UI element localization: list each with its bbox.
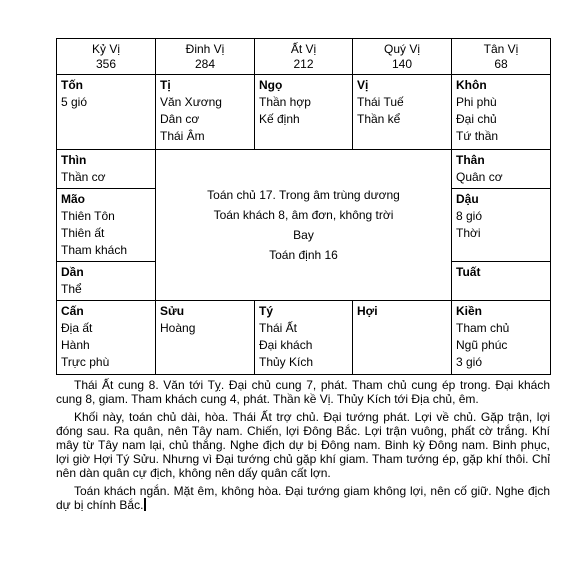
header-number: 212 <box>293 56 314 71</box>
palace-line: Thể <box>61 282 82 296</box>
header-name: Tân Vị <box>483 41 519 56</box>
palace-name: Dậu <box>456 192 479 206</box>
header-name: Kỷ Vị <box>91 41 120 56</box>
top-row <box>57 75 551 150</box>
header-number: 140 <box>391 56 413 71</box>
header-name: Đinh Vị <box>185 41 225 56</box>
palace-line: Ngũ phúc <box>456 338 508 352</box>
palace-can <box>57 301 156 375</box>
center-line: Toán khách 8, âm đơn, không trời <box>213 208 394 222</box>
row-thin <box>57 150 551 189</box>
palace-name: Tý <box>259 304 274 318</box>
palace-line: Thái Ất <box>259 321 298 335</box>
palace-line: Văn Xương <box>160 95 222 109</box>
palace-name: Cấn <box>61 304 84 318</box>
palace-tuat <box>452 262 551 301</box>
palace-name: Thìn <box>61 153 87 167</box>
header-cell <box>353 39 452 75</box>
palace-line: Phi phù <box>456 95 497 109</box>
palace-name: Ngọ <box>259 78 283 92</box>
palace-line: Thần cơ <box>61 170 106 184</box>
center-summary <box>156 150 452 301</box>
header-name: Ất Vị <box>290 41 317 56</box>
palace-line: 5 gió <box>61 95 88 109</box>
palace-line: 3 gió <box>456 355 483 369</box>
palace-name: Sửu <box>160 304 185 318</box>
palace-mao <box>57 189 156 262</box>
palace-line: Thần hợp <box>259 95 311 109</box>
center-line: Toán chủ 17. Trong âm trùng dương <box>207 188 400 202</box>
palace-vi <box>353 75 452 150</box>
palace-dan <box>57 262 156 301</box>
palace-hoi <box>353 301 452 375</box>
palace-line: Đại chủ <box>456 112 497 126</box>
text-cursor <box>144 498 146 511</box>
palace-line: 8 gió <box>456 209 483 223</box>
palace-line: Trực phù <box>61 355 110 369</box>
palace-name: Tuất <box>456 265 481 279</box>
palace-line: Thiên ất <box>61 226 105 240</box>
bottom-row <box>57 301 551 375</box>
palace-ty <box>255 301 353 375</box>
header-name: Quý Vị <box>383 41 420 56</box>
header-number: 356 <box>95 56 117 71</box>
palace-name: Vị <box>357 78 369 92</box>
palace-name: Dần <box>61 265 84 279</box>
palace-name: Hợi <box>357 304 378 318</box>
palace-name: Thân <box>456 153 485 167</box>
palace-grid <box>56 38 551 375</box>
palace-line: Thiên Tôn <box>61 209 115 223</box>
palace-name: Tị <box>160 78 171 92</box>
header-cell <box>255 39 353 75</box>
header-cell <box>57 39 156 75</box>
palace-line: Thủy Kích <box>259 355 314 369</box>
palace-line: Địa ất <box>61 321 93 335</box>
palace-kien <box>452 301 551 375</box>
palace-than <box>452 150 551 189</box>
header-cell <box>452 39 551 75</box>
paragraph: Khối này, toán chủ dài, hòa. Thái Ất trợ chủ. Đại tướng phát. Lợi về chủ. Gặp trận, lợi đóng sau. Ra quân, nên Tây nam. Chiến, lợi Đông Bắc. Lợi trận vuông, phất cờ trắng. Khí mây từ Tây nam lại, chủ thắng. Nghe địch dự bị Đông nam. Binh kỳ Đông nam. Binh phục, lợi giờ Hợi Tý Sửu. Nhưng vì Đại tướng chủ gặp khí giam. Tham tướng ép, gặp khí thôi. Chỉ nên dàn quân cự địch, không nên dấy quân cất lợn. <box>56 410 550 480</box>
palace-line: Tham khách <box>61 243 128 257</box>
header-number: 68 <box>494 56 508 71</box>
palace-line: Tham chủ <box>456 321 510 335</box>
palace-line: Hành <box>61 338 90 352</box>
palace-dau <box>452 189 551 262</box>
header-number: 284 <box>194 56 216 71</box>
palace-name: Tốn <box>61 78 83 92</box>
palace-suu <box>156 301 255 375</box>
palace-line: Tứ thần <box>456 129 499 143</box>
palace-line: Thời <box>456 226 481 240</box>
palace-name: Mão <box>61 192 85 206</box>
center-line: Bay <box>293 228 314 242</box>
palace-khon <box>452 75 551 150</box>
paragraph <box>56 484 550 512</box>
palace-line: Đại khách <box>259 338 313 352</box>
palace-line: Thái Âm <box>160 129 205 143</box>
palace-name: Kiền <box>456 304 483 318</box>
palace-line: Dân cơ <box>160 112 200 126</box>
palace-thin <box>57 150 156 189</box>
palace-line: Kế định <box>259 112 300 126</box>
palace-line: Quân cơ <box>456 170 503 184</box>
palace-ton <box>57 75 156 150</box>
header-row <box>57 39 551 75</box>
palace-ngo <box>255 75 353 150</box>
header-cell <box>156 39 255 75</box>
paragraph-text: Toán khách ngắn. Mặt êm, không hòa. Đại tướng giam không lợi, nên cố giữ. Nghe địch dự bị chính Bắc. <box>56 484 550 512</box>
palace-line: Thái Tuế <box>357 95 404 109</box>
palace-line: Thần kể <box>357 112 401 126</box>
palace-ti <box>156 75 255 150</box>
palace-line: Hoàng <box>160 321 196 335</box>
center-line: Toán định 16 <box>269 248 338 262</box>
commentary[interactable] <box>56 378 550 516</box>
palace-name: Khôn <box>456 78 487 92</box>
paragraph: Thái Ất cung 8. Văn tới Tỵ. Đại chủ cung 7, phát. Tham chủ cung ép trong. Đại khách cung 8, giam. Tham khách cung 4, phát. Thần kề Vị. Thủy Kích tới Địa chủ, êm. <box>56 378 550 406</box>
